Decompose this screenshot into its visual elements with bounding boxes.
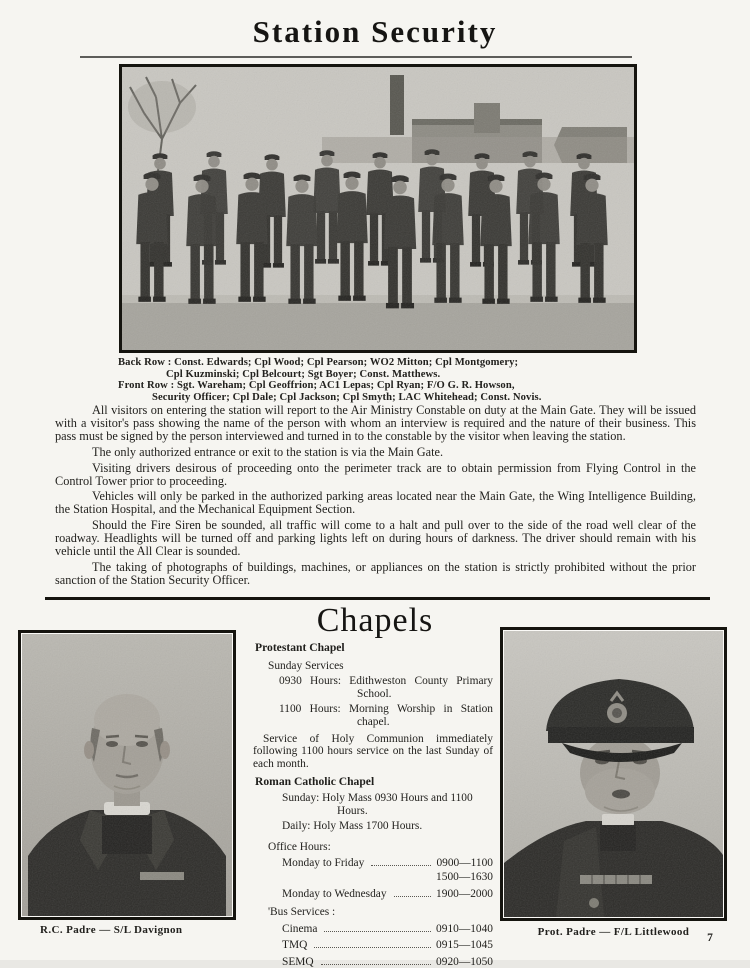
bus-destination: SEMQ bbox=[282, 955, 314, 968]
title-rule bbox=[80, 56, 632, 58]
sunday-services-label: Sunday Services bbox=[268, 659, 344, 672]
page-number: 7 bbox=[707, 932, 713, 944]
paragraph: Visiting drivers desirous of proceeding onto the perimeter track are to obtain permission from Flying Control in the Control Tower prior to proceeding. bbox=[55, 460, 696, 488]
roman-catholic-chapel-header: Roman Catholic Chapel bbox=[255, 775, 375, 789]
prot-padre-photo bbox=[500, 627, 727, 921]
prot-padre-caption: Prot. Padre — F/L Littlewood bbox=[537, 926, 690, 938]
bus-service-row bbox=[282, 923, 493, 936]
protestant-chapel-header: Protestant Chapel bbox=[255, 641, 345, 654]
paragraph: The taking of photographs of buildings, machines, or appliances on the station is strictly prohibited without the prior sanction of the Station Security Officer. bbox=[55, 559, 696, 587]
group-photo-caption bbox=[118, 357, 608, 404]
office-hours-time: 0900—1100 bbox=[436, 857, 493, 870]
service-0930: 0930 Hours: Edithweston County Primary School. bbox=[279, 675, 493, 700]
rc-daily-mass: Daily: Holy Mass 1700 Hours. bbox=[282, 820, 423, 833]
bus-service-row bbox=[282, 939, 493, 952]
rc-sunday-mass: Sunday: Holy Mass 0930 Hours and 1100 Hours. bbox=[282, 791, 473, 817]
office-hours-label: Office Hours: bbox=[268, 840, 331, 853]
group-photo-illustration bbox=[122, 67, 634, 350]
paragraph: All visitors on entering the station will report to the Air Ministry Constable on duty at the Main Gate. They will be issued with a visitor's pass showing the name of the person with whom an interview is required and the nature of their business. This pass must be signed by the person interviewed and turned in to the constable by the visitor when leaving the station. bbox=[55, 403, 696, 443]
paragraph: Vehicles will only be parked in the authorized parking areas located near the Main Gate, the Wing Intelligence Building, the Station Hospital, and the Mechanical Equipment Section. bbox=[55, 489, 696, 517]
bus-destination: TMQ bbox=[282, 939, 308, 952]
security-body-text bbox=[55, 404, 696, 590]
dot-leader bbox=[371, 865, 431, 866]
chapel-info-column bbox=[253, 642, 493, 968]
section-divider bbox=[45, 597, 710, 600]
dot-leader bbox=[324, 931, 431, 932]
paragraph: The only authorized entrance or exit to the station is via the Main Gate. bbox=[92, 444, 444, 459]
dot-leader bbox=[314, 947, 431, 948]
group-photo bbox=[119, 64, 637, 353]
office-hours-row bbox=[282, 857, 493, 870]
office-hours-day: Monday to Wednesday bbox=[282, 887, 387, 900]
chapels-title: Chapels bbox=[316, 602, 434, 639]
communion-note: Service of Holy Communion immediately following 1100 hours service on the last Sunday of each month. bbox=[253, 732, 493, 770]
office-hours-time: 1500—1630 bbox=[436, 870, 493, 883]
dot-leader bbox=[321, 964, 431, 965]
rc-padre-photo bbox=[18, 630, 236, 920]
bus-services-label: 'Bus Services : bbox=[268, 906, 336, 919]
rc-padre-caption: R.C. Padre — S/L Davignon bbox=[40, 924, 183, 936]
service-1100: 1100 Hours: Morning Worship in Station chapel. bbox=[279, 703, 493, 728]
prot-padre-illustration bbox=[504, 631, 723, 917]
bus-service-row bbox=[282, 956, 493, 968]
caption-line: Security Officer; Cpl Dale; Cpl Jackson; Cpl Smyth; LAC Whitehead; Const. Novis. bbox=[152, 392, 542, 404]
page-title: Station Security bbox=[252, 14, 498, 49]
paragraph: Should the Fire Siren be sounded, all traffic will come to a halt and pull over to the side of the road well clear of the roadway. Headlights will be turned off and parking lights left on during hours of darkness. The driver should remain with his vehicle until the All Clear is sounded. bbox=[55, 518, 696, 559]
office-hours-row bbox=[282, 888, 493, 901]
caption-line: Cpl Kuzminski; Cpl Belcourt; Sgt Boyer; Const. Matthews. bbox=[166, 368, 441, 380]
caption-line: Front Row : Sgt. Wareham; Cpl Geoffrion; AC1 Lepas; Cpl Ryan; F/O G. R. Howson, bbox=[118, 380, 515, 392]
office-hours-time: 1900—2000 bbox=[436, 887, 493, 900]
bus-time: 0915—1045 bbox=[436, 939, 493, 952]
rc-padre-illustration bbox=[22, 634, 232, 916]
office-hours-day: Monday to Friday bbox=[282, 857, 365, 870]
bus-time: 0910—1040 bbox=[436, 922, 493, 935]
dot-leader bbox=[394, 896, 432, 897]
caption-line: Back Row : Const. Edwards; Cpl Wood; Cpl Pearson; WO2 Mitton; Cpl Montgomery; bbox=[118, 357, 519, 368]
bus-destination: Cinema bbox=[282, 922, 318, 935]
bus-time: 0920—1050 bbox=[436, 955, 493, 968]
